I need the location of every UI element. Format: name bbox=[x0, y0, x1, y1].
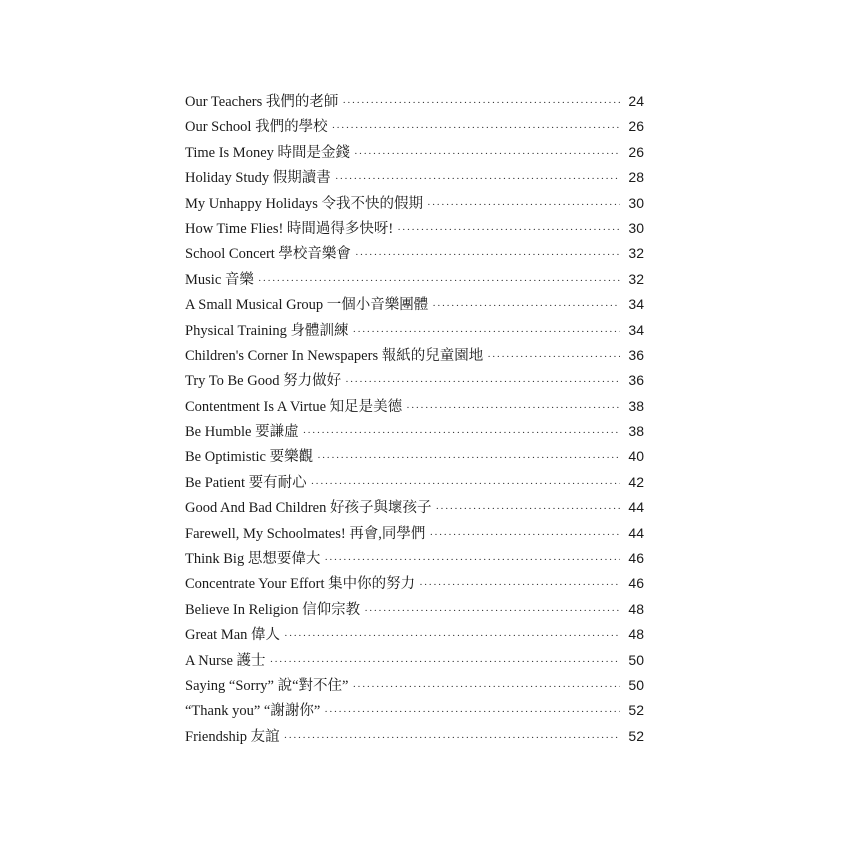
toc-entry bbox=[185, 368, 644, 393]
toc-entry-title: Time Is Money 時間是金錢 bbox=[185, 144, 351, 161]
dot-leader bbox=[270, 650, 620, 675]
dot-leader bbox=[258, 269, 620, 294]
toc-entry bbox=[185, 241, 644, 266]
toc-entry-page-number: 38 bbox=[628, 397, 644, 414]
toc-entry bbox=[185, 724, 644, 749]
toc-entry bbox=[185, 292, 644, 317]
dot-leader bbox=[311, 472, 620, 497]
toc-entry-page-number: 26 bbox=[628, 118, 644, 135]
toc-entry-page-number: 44 bbox=[628, 499, 644, 516]
toc-entry-title: Physical Training 身體訓練 bbox=[185, 322, 349, 339]
toc-entry-title: Be Patient 要有耐心 bbox=[185, 474, 307, 491]
toc-entry-page-number: 26 bbox=[628, 143, 644, 160]
toc-entry-page-number: 36 bbox=[628, 346, 644, 363]
toc-entry bbox=[185, 546, 644, 571]
toc-entry-title: Our School 我們的學校 bbox=[185, 119, 328, 136]
toc-entry-title: Great Man 偉人 bbox=[185, 627, 281, 644]
toc-entry-title: A Small Musical Group 一個小音樂團體 bbox=[185, 297, 429, 314]
dot-leader bbox=[353, 675, 621, 700]
toc-entry-title: Good And Bad Children 好孩子與壞孩子 bbox=[185, 500, 432, 517]
toc-entry-title: How Time Flies! 時間過得多快呀! bbox=[185, 220, 394, 237]
toc-entry-page-number: 42 bbox=[628, 473, 644, 490]
toc-entry-title: Farewell, My Schoolmates! 再會,同學們 bbox=[185, 525, 426, 542]
toc-entry-page-number: 46 bbox=[628, 575, 644, 592]
toc-entry bbox=[185, 343, 644, 368]
toc-entry-title: Believe In Religion 信仰宗教 bbox=[185, 601, 361, 618]
dot-leader bbox=[427, 193, 620, 218]
dot-leader bbox=[397, 218, 620, 243]
toc-entry-page-number: 52 bbox=[628, 702, 644, 719]
toc-entry bbox=[185, 521, 644, 546]
toc-entry-title: Friendship 友誼 bbox=[185, 728, 280, 745]
toc-entry bbox=[185, 673, 644, 698]
dot-leader bbox=[354, 142, 620, 167]
toc-entry-page-number: 50 bbox=[628, 676, 644, 693]
toc-entry-title: My Unhappy Holidays 令我不快的假期 bbox=[185, 195, 424, 212]
dot-leader bbox=[284, 624, 620, 649]
toc-entry-page-number: 40 bbox=[628, 448, 644, 465]
toc-entry bbox=[185, 419, 644, 444]
toc-entry-page-number: 34 bbox=[628, 296, 644, 313]
toc-entry-page-number: 48 bbox=[628, 600, 644, 617]
toc-entry-title: Children's Corner In Newspapers 報紙的兒童園地 bbox=[185, 347, 484, 364]
dot-leader bbox=[406, 396, 620, 421]
toc-entry-title: Our Teachers 我們的老師 bbox=[185, 94, 339, 110]
toc-entry-page-number: 50 bbox=[628, 651, 644, 668]
toc-entry-title: A Nurse 護士 bbox=[185, 652, 266, 669]
dot-leader bbox=[324, 700, 620, 725]
dot-leader bbox=[487, 345, 620, 370]
dot-leader bbox=[303, 421, 620, 446]
dot-leader bbox=[342, 91, 620, 116]
toc-entry-title: Concentrate Your Effort 集中你的努力 bbox=[185, 576, 416, 593]
toc-entry bbox=[185, 698, 644, 723]
toc-entry bbox=[185, 495, 644, 520]
table-of-contents bbox=[185, 89, 644, 749]
toc-entry-page-number: 52 bbox=[628, 727, 644, 744]
dot-leader bbox=[432, 294, 620, 319]
toc-entry-page-number: 32 bbox=[628, 270, 644, 287]
dot-leader bbox=[364, 599, 620, 624]
toc-entry-page-number: 28 bbox=[628, 169, 644, 186]
toc-entry bbox=[185, 191, 644, 216]
toc-entry bbox=[185, 140, 644, 165]
dot-leader bbox=[429, 523, 620, 548]
toc-entry-page-number: 38 bbox=[628, 423, 644, 440]
toc-entry bbox=[185, 571, 644, 596]
toc-entry-page-number: 34 bbox=[628, 321, 644, 338]
toc-entry-title: Be Optimistic 要樂觀 bbox=[185, 449, 314, 466]
toc-entry bbox=[185, 622, 644, 647]
toc-entry bbox=[185, 267, 644, 292]
dot-leader bbox=[332, 116, 620, 141]
toc-entry bbox=[185, 444, 644, 469]
toc-entry-page-number: 24 bbox=[628, 93, 644, 109]
dot-leader bbox=[353, 320, 620, 345]
toc-entry-title: Be Humble 要謙虛 bbox=[185, 424, 299, 441]
toc-entry-title: Try To Be Good 努力做好 bbox=[185, 373, 342, 390]
toc-entry bbox=[185, 597, 644, 622]
toc-entry-title: Holiday Study 假期讀書 bbox=[185, 170, 331, 187]
toc-entry-title: “Thank you” “謝謝你” bbox=[185, 703, 321, 720]
dot-leader bbox=[324, 548, 620, 573]
toc-entry bbox=[185, 114, 644, 139]
toc-entry-page-number: 32 bbox=[628, 245, 644, 262]
toc-entry-title: Think Big 思想要偉大 bbox=[185, 551, 321, 568]
dot-leader bbox=[284, 726, 620, 751]
toc-entry-page-number: 44 bbox=[628, 524, 644, 541]
toc-entry-page-number: 46 bbox=[628, 550, 644, 567]
toc-entry-page-number: 30 bbox=[628, 194, 644, 211]
toc-entry bbox=[185, 470, 644, 495]
toc-entry-page-number: 48 bbox=[628, 626, 644, 643]
dot-leader bbox=[335, 167, 620, 192]
toc-entry bbox=[185, 216, 644, 241]
toc-entry-page-number: 30 bbox=[628, 219, 644, 236]
toc-entry bbox=[185, 318, 644, 343]
dot-leader bbox=[355, 243, 620, 268]
dot-leader bbox=[345, 370, 620, 395]
toc-entry bbox=[185, 165, 644, 190]
dot-leader bbox=[317, 446, 620, 471]
toc-entry-page-number: 36 bbox=[628, 372, 644, 389]
toc-entry bbox=[185, 648, 644, 673]
toc-entry bbox=[185, 89, 644, 114]
toc-entry-title: Music 音樂 bbox=[185, 271, 254, 288]
dot-leader bbox=[436, 497, 621, 522]
toc-entry bbox=[185, 394, 644, 419]
dot-leader bbox=[419, 573, 620, 598]
toc-entry-title: School Concert 學校音樂會 bbox=[185, 246, 351, 263]
toc-entry-title: Contentment Is A Virtue 知足是美德 bbox=[185, 398, 403, 415]
toc-entry-title: Saying “Sorry” 說“對不住” bbox=[185, 677, 349, 694]
